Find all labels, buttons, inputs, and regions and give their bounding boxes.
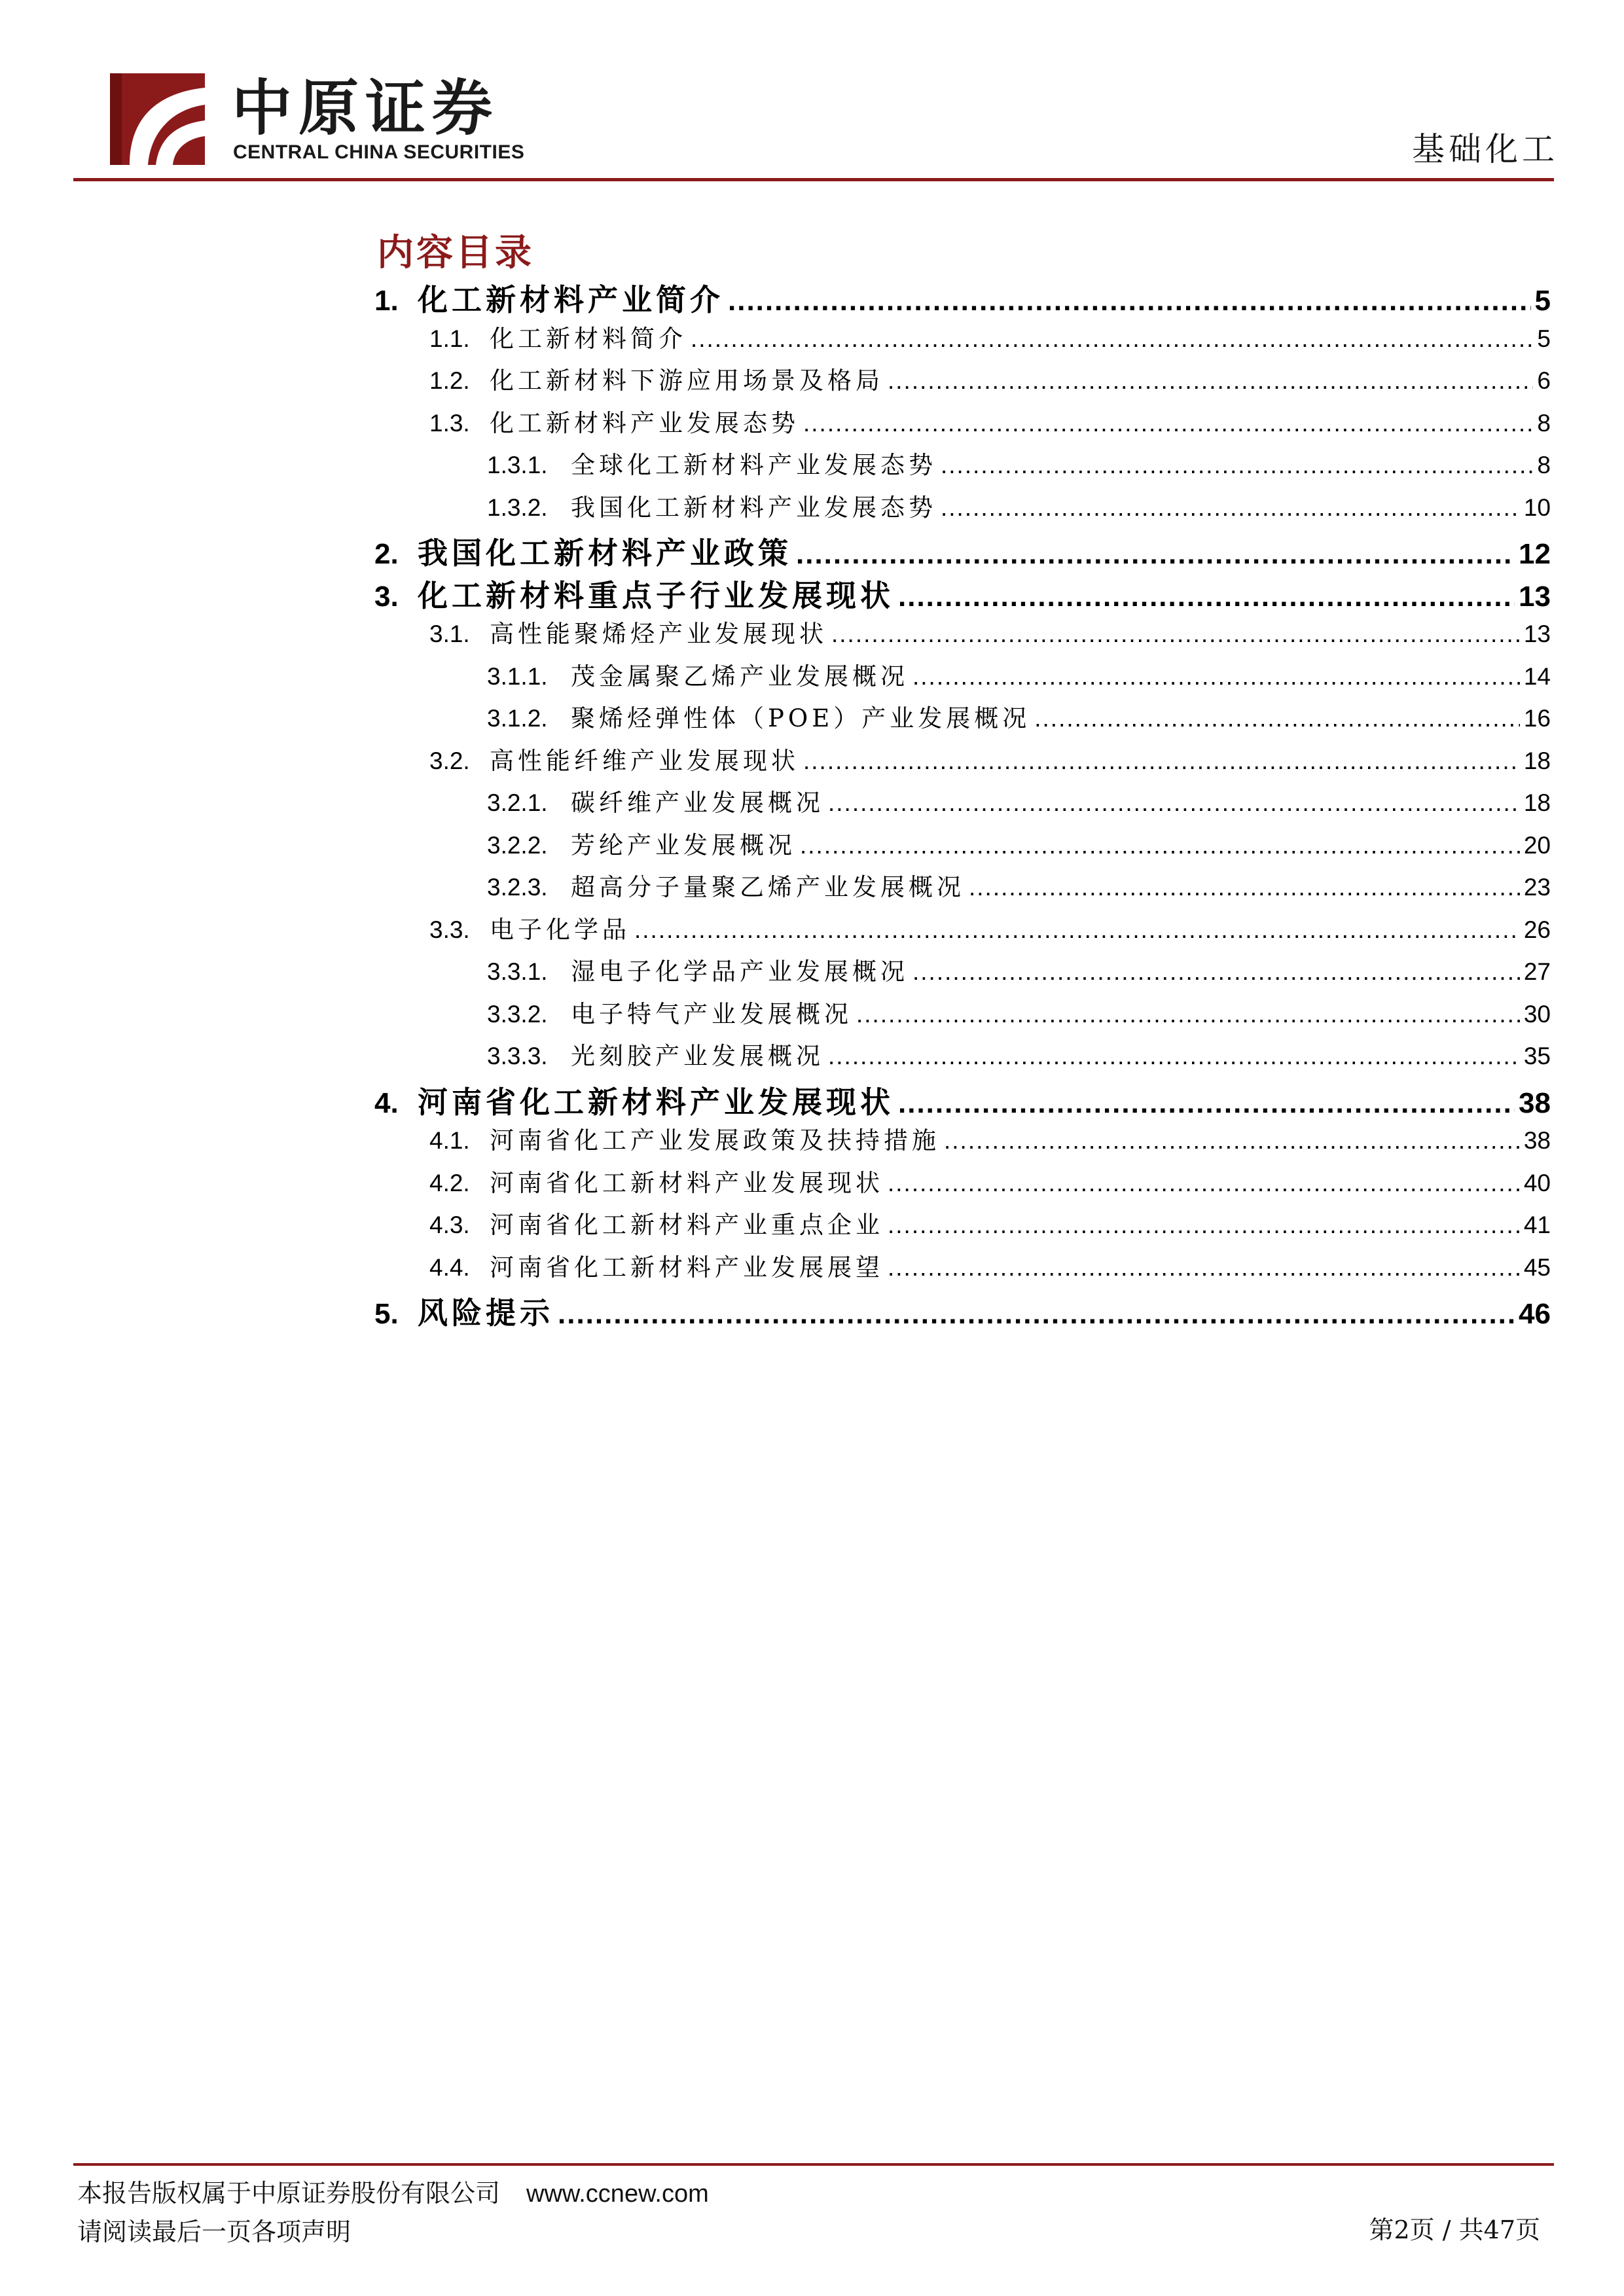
toc-entry-page: 10 — [1523, 493, 1551, 521]
toc-entry-page: 35 — [1523, 1043, 1551, 1069]
toc-dot-leader — [888, 1211, 1520, 1239]
toc-dot-leader — [912, 958, 1520, 986]
copyright-notice: 本报告版权属于中原证券股份有限公司 — [77, 2179, 501, 2208]
toc-entry-page: 46 — [1519, 1298, 1551, 1330]
toc-dot-leader — [691, 325, 1533, 353]
toc-entry[interactable] — [429, 403, 1551, 437]
toc-entry-label: 高性能聚烯烃产业发展现状 — [490, 620, 827, 648]
toc-dot-leader — [941, 494, 1520, 522]
toc-entry-number: 4.3. — [429, 1211, 470, 1238]
toc-entry-page: 13 — [1523, 620, 1551, 647]
toc-entry-number: 3.1.2. — [487, 705, 548, 732]
toc-entry-page: 26 — [1523, 916, 1551, 943]
toc-entry-label: 风险提示 — [418, 1295, 554, 1331]
toc-dot-leader — [803, 747, 1520, 775]
toc-entry[interactable] — [487, 994, 1551, 1028]
toc-entry-page: 30 — [1523, 1000, 1551, 1028]
logo-chinese-name: 中原证券 — [232, 73, 499, 143]
toc-entry-page: 27 — [1523, 958, 1551, 985]
toc-entry[interactable] — [374, 529, 1551, 569]
toc-entry-page: 45 — [1523, 1253, 1551, 1281]
toc-entry-page: 38 — [1519, 1086, 1551, 1119]
toc-entry[interactable] — [429, 741, 1551, 775]
toc-entry[interactable] — [429, 910, 1551, 944]
toc-entry-number: 4.2. — [429, 1169, 470, 1196]
toc-title: 内容目录 — [377, 231, 534, 274]
toc-entry[interactable] — [487, 1036, 1551, 1070]
toc-entry-number: 1.3.1. — [487, 452, 548, 478]
footer-divider — [73, 2163, 1554, 2166]
toc-entry-label: 河南省化工产业发展政策及扶持措施 — [490, 1126, 940, 1155]
toc-entry[interactable] — [487, 656, 1551, 691]
toc-entry[interactable] — [429, 319, 1551, 353]
toc-entry[interactable] — [374, 276, 1551, 315]
disclaimer-note: 请阅读最后一页各项声明 — [77, 2217, 352, 2246]
toc-entry-number: 4.1. — [429, 1127, 470, 1154]
toc-entry-number: 1.2. — [429, 367, 470, 394]
toc-entry[interactable] — [429, 1247, 1551, 1282]
toc-entry-number: 3.3.3. — [487, 1043, 548, 1069]
toc-dot-leader — [941, 452, 1533, 479]
toc-entry-label: 化工新材料下游应用场景及格局 — [490, 367, 884, 395]
toc-dot-leader — [898, 1087, 1515, 1120]
toc-dot-leader — [856, 1001, 1520, 1028]
toc-entry[interactable] — [487, 867, 1551, 901]
toc-entry[interactable] — [487, 445, 1551, 479]
toc-entry-label: 化工新材料重点子行业发展现状 — [418, 577, 894, 613]
toc-entry-label: 我国化工新材料产业政策 — [418, 535, 792, 571]
toc-dot-leader — [828, 1043, 1520, 1070]
toc-entry-number: 3.1. — [429, 620, 470, 647]
toc-entry-number: 1.1. — [429, 325, 470, 352]
toc-entry-label: 河南省化工新材料产业发展现状 — [418, 1084, 894, 1120]
toc-entry[interactable] — [429, 1163, 1551, 1197]
toc-entry[interactable] — [429, 361, 1551, 395]
toc-entry[interactable] — [429, 1205, 1551, 1239]
toc-entry-page: 6 — [1537, 367, 1551, 394]
toc-entry-label: 茂金属聚乙烯产业发展概况 — [571, 662, 909, 691]
toc-entry-page: 5 — [1537, 325, 1551, 352]
toc-entry-label: 湿电子化学品产业发展概况 — [571, 958, 909, 986]
toc-entry-number: 1.3.2. — [487, 493, 548, 521]
toc-dot-leader — [944, 1127, 1520, 1155]
toc-entry-label: 河南省化工新材料产业重点企业 — [490, 1211, 884, 1239]
toc-entry-label: 芳纶产业发展概况 — [571, 831, 796, 859]
toc-dot-leader — [888, 1254, 1520, 1282]
toc-dot-leader — [796, 538, 1515, 571]
toc-dot-leader — [898, 581, 1515, 613]
toc-entry-page: 40 — [1523, 1169, 1551, 1196]
toc-entry[interactable] — [429, 614, 1551, 648]
toc-entry-label: 超高分子量聚乙烯产业发展概况 — [571, 873, 965, 901]
toc-entry-label: 化工新材料产业发展态势 — [490, 408, 799, 437]
toc-entry-label: 全球化工新材料产业发展态势 — [571, 451, 937, 479]
toc-entry-page: 8 — [1537, 409, 1551, 437]
toc-dot-leader — [828, 789, 1520, 817]
toc-entry-number: 5. — [374, 1298, 399, 1330]
toc-dot-leader — [888, 367, 1533, 395]
toc-entry[interactable] — [487, 783, 1551, 817]
toc-entry-number: 3.2. — [429, 747, 470, 774]
toc-dot-leader — [969, 874, 1520, 901]
toc-entry-number: 4. — [374, 1086, 399, 1119]
toc-entry-label: 碳纤维产业发展概况 — [571, 789, 824, 817]
toc-entry-number: 3.3.2. — [487, 1000, 548, 1028]
toc-dot-leader — [728, 285, 1531, 317]
toc-entry[interactable] — [487, 698, 1551, 732]
toc-dot-leader — [558, 1298, 1515, 1331]
toc-entry-page: 23 — [1523, 874, 1551, 901]
toc-entry-label: 化工新材料产业简介 — [418, 282, 724, 317]
toc-entry[interactable] — [487, 488, 1551, 522]
toc-dot-leader — [912, 663, 1520, 691]
toc-entry-page: 13 — [1519, 580, 1551, 613]
toc-entry[interactable] — [374, 1289, 1551, 1329]
toc-entry-label: 我国化工新材料产业发展态势 — [571, 493, 937, 522]
toc-dot-leader — [803, 410, 1533, 437]
toc-entry-label: 聚烯烃弹性体（POE）产业发展概况 — [571, 704, 1031, 732]
toc-entry-label: 电子化学品 — [490, 915, 630, 944]
toc-entry-page: 18 — [1523, 747, 1551, 774]
toc-entry-page: 5 — [1534, 285, 1551, 317]
toc-entry-number: 3.2.2. — [487, 831, 548, 859]
toc-entry-label: 高性能纤维产业发展现状 — [490, 746, 799, 775]
header-divider — [73, 178, 1554, 181]
logo-mark-icon — [110, 73, 205, 165]
toc-entry-label: 河南省化工新材料产业发展展望 — [490, 1253, 884, 1282]
toc-dot-leader — [831, 620, 1520, 648]
toc-dot-leader — [1034, 705, 1520, 732]
toc-entry-label: 电子特气产业发展概况 — [571, 999, 852, 1028]
toc-entry-page: 14 — [1523, 662, 1551, 690]
toc-entry-number: 2. — [374, 538, 399, 570]
toc-entry[interactable] — [374, 572, 1551, 611]
toc-entry-label: 河南省化工新材料产业发展现状 — [490, 1168, 884, 1197]
toc-entry-number: 1. — [374, 285, 399, 317]
toc-entry-number: 3. — [374, 580, 399, 613]
toc-entry-page: 8 — [1537, 452, 1551, 478]
toc-entry-page: 18 — [1523, 789, 1551, 816]
toc-dot-leader — [888, 1170, 1520, 1197]
logo-english-name: CENTRAL CHINA SECURITIES — [233, 141, 525, 163]
company-logo — [110, 69, 525, 168]
toc-entry-number: 4.4. — [429, 1253, 470, 1281]
toc-dot-leader — [634, 916, 1520, 944]
toc-entry[interactable] — [487, 825, 1551, 859]
page-indicator: 第2页 / 共47页 — [1369, 2215, 1540, 2244]
toc-entry-number: 1.3. — [429, 409, 470, 437]
toc-entry[interactable] — [374, 1079, 1551, 1118]
toc-entry[interactable] — [429, 1121, 1551, 1155]
toc-entry-label: 化工新材料简介 — [490, 324, 687, 353]
footer-left — [77, 2174, 709, 2251]
toc-entry[interactable] — [487, 952, 1551, 986]
toc-entry-page: 16 — [1523, 705, 1551, 732]
toc-entry-number: 3.3. — [429, 916, 470, 943]
toc-entry-number: 3.2.3. — [487, 874, 548, 901]
toc-entry-page: 41 — [1523, 1211, 1551, 1238]
toc-entry-page: 12 — [1519, 538, 1551, 570]
toc-entry-number: 3.2.1. — [487, 789, 548, 816]
toc-entry-page: 20 — [1523, 831, 1551, 859]
toc-dot-leader — [800, 832, 1520, 859]
toc-entry-page: 38 — [1523, 1127, 1551, 1154]
sector-label: 基础化工 — [1412, 130, 1559, 168]
website-link[interactable]: www.ccnew.com — [526, 2180, 709, 2208]
toc-entry-number: 3.3.1. — [487, 958, 548, 985]
toc-entry-label: 光刻胶产业发展概况 — [571, 1042, 824, 1070]
toc-entry-number: 3.1.1. — [487, 662, 548, 690]
